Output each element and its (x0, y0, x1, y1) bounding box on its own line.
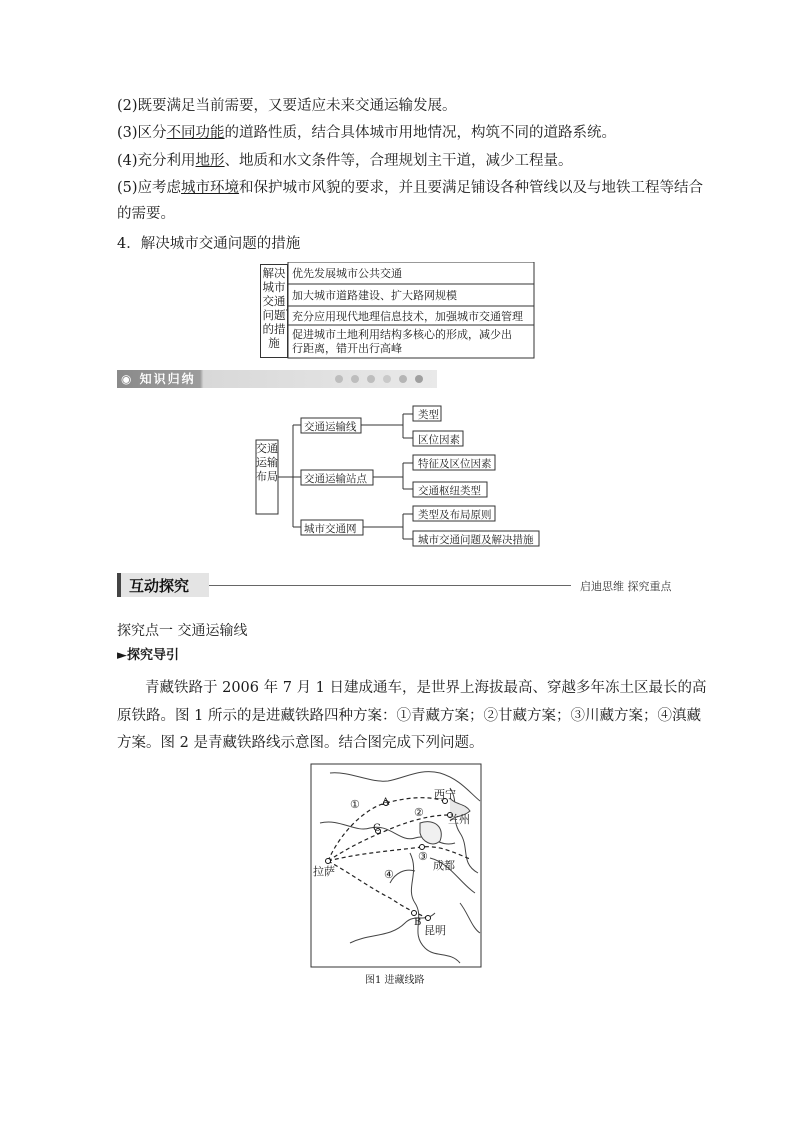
leaf-features-factors: 特征及区位因素 (418, 458, 492, 470)
decor-dot (399, 375, 407, 383)
play-icon: ► (117, 648, 127, 663)
root-char: 施 (268, 336, 280, 350)
route-1-label: ① (350, 798, 360, 811)
knowledge-tree-lines (255, 402, 555, 552)
leaf-problems-solutions: 城市交通问题及解决措施 (418, 534, 534, 546)
root-char: 运输 (256, 456, 278, 469)
map-caption: 图1 进藏线路 (365, 975, 425, 986)
point-a: A (382, 797, 390, 808)
decor-dot (415, 375, 423, 383)
paragraph-line-1: 青藏铁路于 2006 年 7 月 1 日建成通车，是世界上海拔最高、穿越多年冻土区最长的高 (145, 680, 707, 696)
section-header (117, 573, 209, 597)
text-line-2: (2)既要满足当前需要，又要适应未来交通运输发展。 (117, 98, 457, 114)
paragraph-line-3: 方案。图 2 是青藏铁路线示意图。结合图完成下列问题。 (117, 735, 484, 751)
city-lhasa: 拉萨 (313, 865, 335, 878)
inquiry-guide (117, 644, 179, 663)
railway-route-map (310, 763, 482, 968)
inquiry-guide-label: 探究导引 (127, 648, 180, 663)
branch-transport-line: 交通运输线 (304, 421, 357, 433)
point-c: C (373, 823, 381, 834)
text-line-5a: (5)应考虑 (117, 180, 182, 196)
paragraph-line-2: 原铁路。图 1 所示的是进藏铁路四种方案：①青藏方案；②甘藏方案；③川藏方案；④滇藏 (117, 708, 701, 724)
measure-item-4-cont: 行距离，错开出行高峰 (292, 342, 402, 355)
text-line-4 (117, 151, 687, 171)
underlined-term-environment: 城市环境 (181, 180, 240, 196)
knowledge-summary-label: ◉ 知识归纳 (121, 372, 196, 386)
route-4-label: ④ (384, 868, 394, 881)
city-chengdu: 成都 (433, 859, 455, 872)
measure-item-4: 促进城市土地利用结构多核心的形成，减少出 (292, 328, 512, 341)
decor-dot (383, 375, 391, 383)
leaf-type: 类型 (418, 409, 439, 421)
section-title: 互动探究 (129, 577, 190, 595)
decor-dot (367, 375, 375, 383)
root-char: 城市 (262, 280, 286, 294)
measure-item-1: 优先发展城市公共交通 (292, 267, 402, 280)
city-xining: 西宁 (434, 788, 456, 801)
text-line-4a: (4)充分利用 (117, 153, 196, 169)
text-line-5 (117, 178, 704, 198)
decor-dot (335, 375, 343, 383)
leaf-hub-types: 交通枢纽类型 (418, 485, 481, 497)
measures-root-label (261, 266, 287, 350)
text-line-5b: 和保护城市风貌的要求，并且要满足铺设各种管线以及与地铁工程等结合 (239, 180, 704, 196)
text-line-3 (117, 123, 687, 143)
section-subtitle: 启迪思维 探究重点 (580, 580, 672, 593)
root-char: 问题 (262, 308, 286, 322)
knowledge-summary-bar (117, 370, 437, 388)
route-2-label: ② (414, 806, 424, 819)
root-char: 布局 (256, 470, 278, 483)
branch-transport-station: 交通运输站点 (304, 473, 367, 485)
heading-measures: 4．解决城市交通问题的措施 (117, 236, 301, 252)
city-lanzhou: 兰州 (448, 813, 470, 826)
underlined-term-terrain: 地形 (195, 153, 225, 169)
root-char: 的措 (262, 322, 286, 336)
text-line-5-cont: 的需要。 (117, 206, 175, 222)
knowledge-root-label (256, 442, 278, 484)
measure-item-2: 加大城市道路建设、扩大路网规模 (292, 289, 457, 302)
section-rule (209, 585, 571, 586)
leaf-location-factors: 区位因素 (418, 434, 460, 446)
route-3-label: ③ (418, 850, 428, 863)
root-char: 交通 (262, 294, 286, 308)
text-line-3b: 的道路性质，结合具体城市用地情况，构筑不同的道路系统。 (224, 125, 617, 141)
point-b: B (414, 917, 422, 928)
underlined-term-functions: 不同功能 (166, 125, 225, 141)
root-char: 解决 (262, 266, 286, 280)
root-char: 交通 (256, 442, 278, 455)
text-line-4b: 、地质和水文条件等，合理规划主干道，减少工程量。 (224, 153, 573, 169)
decor-dot (351, 375, 359, 383)
branch-urban-network: 城市交通网 (304, 523, 357, 535)
inquiry-point-title: 探究点一 交通运输线 (117, 623, 248, 639)
leaf-type-layout: 类型及布局原则 (418, 509, 492, 521)
text-line-3a: (3)区分 (117, 125, 167, 141)
city-kunming: 昆明 (424, 924, 446, 937)
measure-item-3: 充分应用现代地理信息技术，加强城市交通管理 (292, 310, 523, 323)
